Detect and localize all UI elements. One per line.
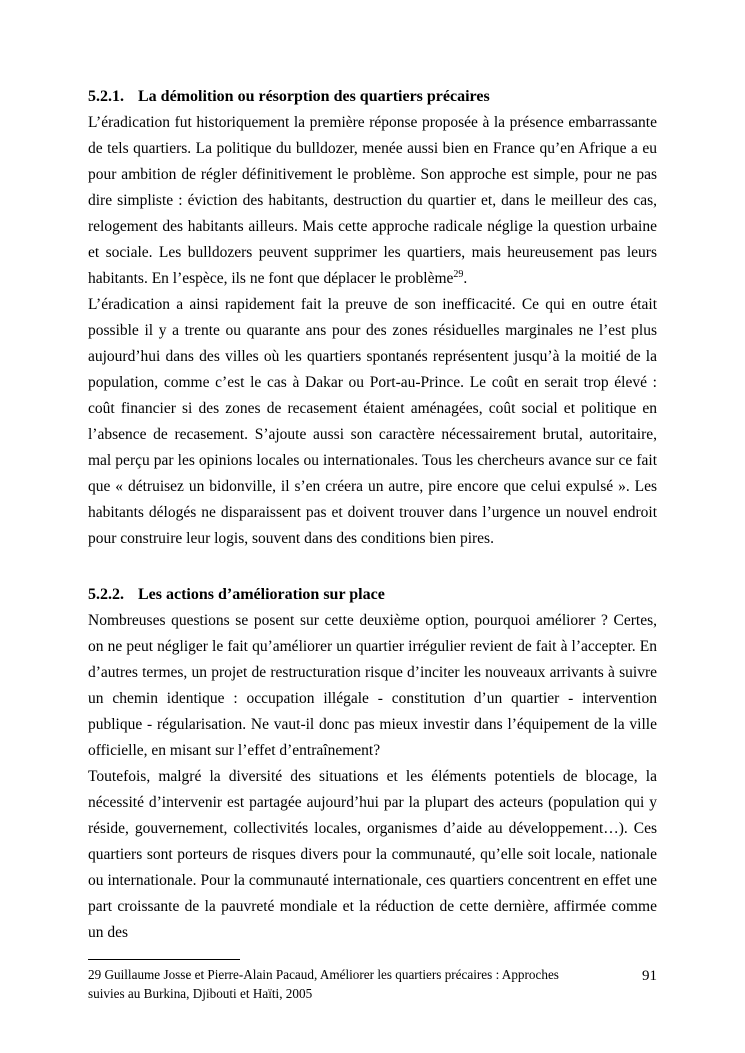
footnote-area	[88, 959, 657, 1003]
paragraph-eradication-1	[88, 110, 657, 292]
paragraph-eradication-2: L’éradication a ainsi rapidement fait la preuve de son inefficacité. Ce qui en outre était possible il y a trente ou quarante ans pour des zones résiduelles marginales ne l’est plus aujourd’hui dans des villes où les quartiers spontanés représentent jusqu’à la moitié de la population, comme c’est le cas à Dakar ou Port-au-Prince. Le coût en serait trop élevé : coût financier si des zones de recasement étaient aménagées, coût social et politique en l’absence de recasement. S’ajoute aussi son caractère nécessairement brutal, autoritaire, mal perçu par les opinions locales ou internationales. Tous les chercheurs avance sur ce fait que « détruisez un bidonville, il s’en créera un autre, pire encore que celui expulsé ». Les habitants délogés ne disparaissent pas et doivent trouver dans l’urgence un nouvel endroit pour construire leur logis, souvent dans des conditions bien pires.	[88, 296, 657, 547]
section-demolition	[88, 84, 657, 552]
paragraph-text: L’éradication fut historiquement la première réponse proposée à la présence embarrassante de tels quartiers. La politique du bulldozer, menée aussi bien en France qu’en Afrique a eu pour ambition de régler définitivement le problème. Son approche est simple, pour ne pas dire simpliste : éviction des habitants, destruction du quartier et, dans le meilleur des cas, relogement des habitants ailleurs. Mais cette approche radicale néglige la question urbaine et sociale. Les bulldozers peuvent supprimer les quartiers, mais heureusement pas leurs habitants. En l’espèce, ils ne font que déplacer le problème	[88, 114, 657, 287]
page-number: 91	[642, 968, 657, 984]
section-heading-2	[88, 582, 657, 608]
section-number: 5.2.1.	[88, 88, 124, 105]
paragraph-text-end: .	[463, 270, 468, 287]
section-amelioration	[88, 582, 657, 946]
section-heading-1	[88, 84, 657, 110]
footnote-text: Guillaume Josse et Pierre-Alain Pacaud, Améliorer les quartiers précaires : Approches suivies au Burkina, Djibouti et Haïti, 2005	[88, 967, 559, 1001]
footnote-reference-29: 29	[453, 268, 464, 280]
section-number: 5.2.2.	[88, 586, 124, 603]
paragraph-questions: Nombreuses questions se posent sur cette deuxième option, pourquoi améliorer ? Certes, on ne peut négliger le fait qu’améliorer un quartier irrégulier revient de fait à l’accepter. En d’autres termes, un projet de restructuration risque d’inciter les nouveaux arrivants à suivre un chemin identique : occupation illégale - constitution d’un quartier - intervention publique - régularisation. Ne vaut-il donc pas mieux investir dans l’équipement de la ville officielle, en misant sur l’effet d’entraînement?	[88, 612, 657, 759]
paragraph-toutefois: Toutefois, malgré la diversité des situations et les éléments potentiels de blocage, la nécessité d’intervenir est partagée aujourd’hui par la plupart des acteurs (population qui y réside, gouvernement, collectivités locales, organismes d’aide au développement…). Ces quartiers sont porteurs de risques divers pour la communauté, qu’elle soit locale, nationale ou internationale. Pour la communauté internationale, ces quartiers concentrent en effet une part croissante de la pauvreté mondiale et la réduction de cette dernière, affirmée comme un des	[88, 768, 657, 941]
footnote-separator-rule	[88, 959, 240, 960]
section-title: Les actions d’amélioration sur place	[138, 586, 385, 603]
footnote-29	[88, 965, 566, 1003]
footnote-number: 29	[88, 967, 102, 982]
section-title: La démolition ou résorption des quartiers précaires	[138, 88, 490, 105]
